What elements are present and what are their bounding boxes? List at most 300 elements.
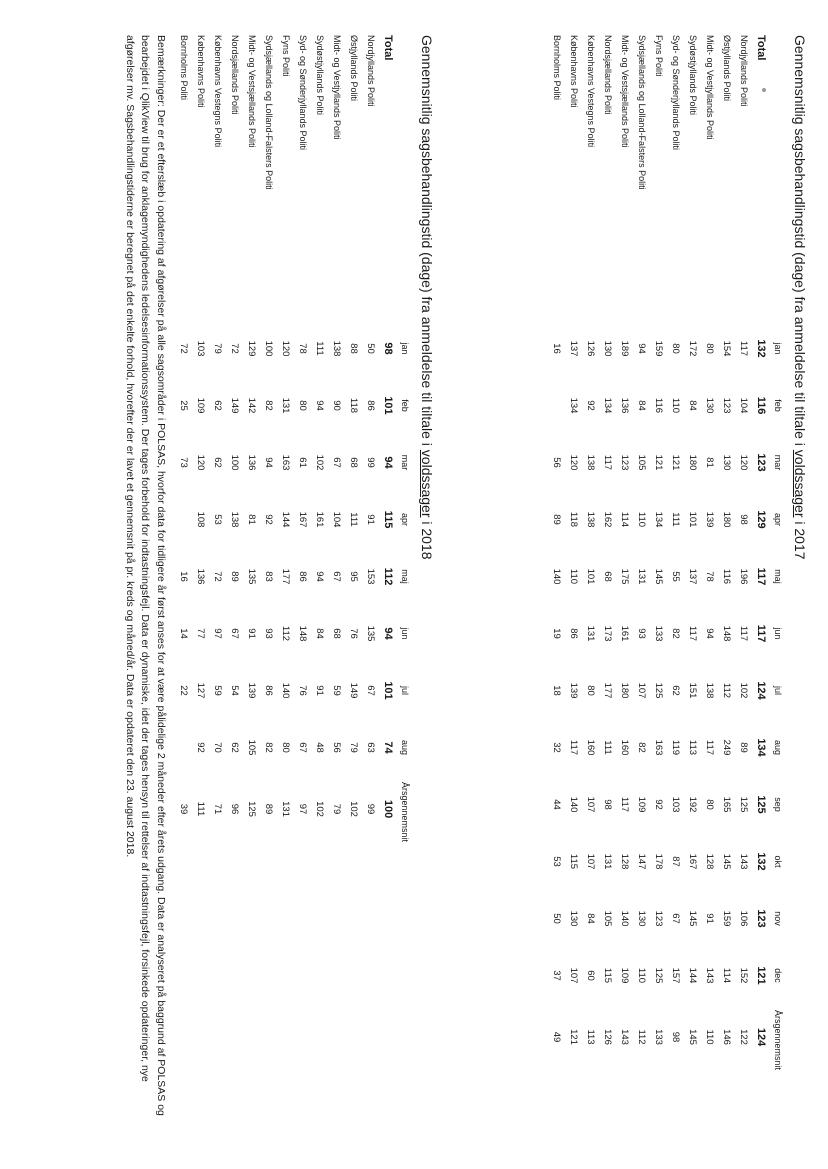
month-value: 115: [382, 510, 394, 529]
year-average-value: 102: [314, 801, 325, 817]
month-value: [175, 491, 192, 548]
month-value: 76: [348, 628, 359, 639]
month-value: 80: [280, 742, 291, 753]
month-value: 145: [721, 853, 732, 870]
month-value: 143: [704, 967, 715, 984]
month-value: 151: [687, 682, 698, 699]
month-header-dec: dec: [773, 968, 783, 983]
month-value: 77: [195, 628, 206, 639]
month-value: 130: [636, 910, 647, 927]
month-value: 82: [636, 742, 647, 753]
month-value: 63: [365, 742, 376, 753]
month-value: 116: [755, 396, 767, 415]
month-value: 119: [670, 739, 681, 756]
month-value: 101: [585, 568, 596, 585]
month-value: 152: [738, 967, 749, 984]
year-average-value: 125: [246, 801, 257, 817]
month-value: 159: [653, 340, 664, 357]
month-value: 94: [382, 456, 394, 469]
month-value: 117: [755, 624, 767, 643]
month-value: 94: [314, 400, 325, 411]
month-value: 140: [619, 910, 630, 927]
table-row: [209, 35, 226, 842]
month-value: 117: [619, 796, 630, 813]
year-average-value: 98: [670, 1031, 681, 1043]
year-average-value: 146: [721, 1029, 732, 1045]
month-value: 59: [331, 685, 342, 696]
month-value: 125: [653, 967, 664, 984]
month-value: 130: [721, 454, 732, 471]
month-value: 142: [246, 397, 257, 414]
month-value: 92: [653, 799, 664, 810]
month-value: 93: [636, 628, 647, 639]
month-value: 117: [704, 739, 715, 756]
month-value: 79: [212, 343, 223, 354]
month-header-apr: apr: [400, 512, 410, 526]
month-value: 157: [670, 967, 681, 984]
month-header-sep: sep: [773, 797, 783, 812]
month-value: 16: [178, 571, 189, 582]
district-name: Nordjyllands Politi: [366, 35, 376, 107]
table-row: [718, 35, 735, 1070]
year-average-value: 122: [738, 1029, 749, 1045]
month-value: 120: [195, 454, 206, 471]
month-value: 111: [314, 341, 325, 356]
month-header-maj: maj: [400, 569, 410, 584]
month-header-okt: okt: [773, 855, 783, 868]
month-value: 103: [670, 796, 681, 813]
month-value: 131: [636, 568, 647, 585]
month-value: 89: [551, 514, 562, 525]
year-average-value: 131: [280, 801, 291, 817]
month-value: 107: [585, 796, 596, 813]
month-value: 117: [738, 340, 749, 357]
month-value: 37: [551, 970, 562, 981]
year-average-value: 79: [331, 803, 342, 815]
district-name: Total: [755, 35, 767, 61]
month-value: 165: [721, 796, 732, 813]
month-value: 100: [229, 454, 240, 471]
month-value: 68: [602, 571, 613, 582]
month-value: 129: [246, 340, 257, 357]
month-header-jun: jun: [773, 627, 783, 640]
month-value: 124: [755, 681, 767, 700]
month-value: 82: [263, 742, 274, 753]
month-value: 67: [331, 457, 342, 468]
month-value: 111: [348, 512, 359, 527]
month-value: 107: [636, 682, 647, 699]
month-value: 110: [636, 967, 647, 984]
month-value: 78: [297, 343, 308, 354]
month-value: 118: [348, 397, 359, 414]
table-row: [362, 35, 379, 842]
month-value: 56: [551, 457, 562, 468]
district-name: Midt- og Vestjyllands Politi: [705, 35, 715, 140]
year-average-value: 100: [382, 799, 394, 819]
month-value: 121: [653, 454, 664, 471]
table-2017-title: [792, 35, 808, 1135]
year-average-value: 121: [568, 1029, 579, 1045]
month-value: 116: [653, 397, 664, 414]
month-value: 177: [280, 568, 291, 585]
month-header-aug: aug: [400, 739, 410, 756]
district-name: Sydsjællands og Lolland-Falsters Politi: [264, 35, 274, 190]
month-value: 180: [619, 682, 630, 699]
year-average-value: 113: [585, 1029, 596, 1045]
month-value: 118: [568, 511, 579, 528]
month-value: 61: [297, 457, 308, 468]
month-value: 78: [704, 571, 715, 582]
month-value: 76: [297, 685, 308, 696]
month-value: 92: [585, 400, 596, 411]
month-value: 44: [551, 799, 562, 810]
month-value: 109: [195, 397, 206, 414]
month-value: 110: [636, 511, 647, 528]
district-name: Syd- og Sønderjyllands Politi: [298, 35, 308, 151]
month-value: 145: [653, 568, 664, 585]
title-2018-prefix: Gennemsnitlig sagsbehandlingstid (dage) fra anmeldelse til tiltale i: [419, 35, 435, 450]
district-name: Bornholms Politi: [179, 35, 189, 101]
month-value: 149: [229, 397, 240, 414]
month-value: 19: [551, 628, 562, 639]
table-row: [328, 35, 345, 842]
month-value: 161: [314, 511, 325, 528]
month-value: 132: [755, 339, 767, 358]
district-name: Midt- og Vestsjællands Politi: [247, 35, 257, 148]
table-row: [735, 35, 752, 1070]
month-value: 192: [687, 796, 698, 813]
month-value: 131: [602, 853, 613, 870]
month-value: 117: [602, 454, 613, 471]
month-value: 98: [602, 799, 613, 810]
year-average-value: 145: [687, 1029, 698, 1045]
month-value: 139: [246, 682, 257, 699]
month-value: 103: [195, 340, 206, 357]
table-2018: [175, 35, 413, 842]
month-value: 137: [568, 340, 579, 357]
district-name: Bornholms Politi: [552, 35, 562, 101]
month-value: 95: [348, 571, 359, 582]
district-name: Sydsjællands og Lolland-Falsters Politi: [637, 35, 647, 190]
district-name: Fyns Politi: [281, 35, 291, 77]
table-row: [684, 35, 701, 1070]
month-value: 135: [246, 568, 257, 585]
month-value: 101: [687, 511, 698, 528]
month-value: 125: [738, 796, 749, 813]
month-value: 180: [687, 454, 698, 471]
month-value: 138: [585, 511, 596, 528]
month-value: 80: [670, 343, 681, 354]
year-average-value: 89: [263, 803, 274, 815]
month-value: 178: [653, 853, 664, 870]
month-value: 138: [229, 511, 240, 528]
month-value: 80: [297, 400, 308, 411]
month-value: 112: [382, 567, 394, 586]
month-value: 120: [280, 340, 291, 357]
month-header-feb: feb: [400, 399, 410, 412]
month-value: 125: [755, 795, 767, 814]
month-value: 128: [619, 853, 630, 870]
month-value: 153: [365, 568, 376, 585]
table-row: [616, 35, 633, 1070]
month-value: 84: [585, 913, 596, 924]
month-value: 50: [365, 343, 376, 354]
month-value: 62: [229, 742, 240, 753]
title-2018-suffix: i 2018: [419, 517, 435, 560]
month-value: 117: [738, 625, 749, 642]
table-2017-header: [769, 35, 786, 1070]
district-name: Østjyllands Politi: [722, 35, 732, 102]
month-value: 144: [280, 511, 291, 528]
month-value: 79: [348, 742, 359, 753]
month-value: 136: [619, 397, 630, 414]
month-value: 62: [670, 685, 681, 696]
district-name: Københavns Politi: [569, 35, 579, 108]
month-value: 109: [636, 796, 647, 813]
month-value: 82: [263, 400, 274, 411]
year-average-value: 112: [636, 1029, 647, 1045]
table-row: [311, 35, 328, 842]
month-value: 134: [653, 511, 664, 528]
month-value: 140: [568, 796, 579, 813]
month-value: 120: [738, 454, 749, 471]
month-header-apr: apr: [773, 512, 783, 526]
month-header-mar: mar: [773, 454, 783, 471]
month-value: 139: [704, 511, 715, 528]
year-average-value: 110: [704, 1029, 715, 1045]
month-value: 117: [568, 739, 579, 756]
month-value: 81: [246, 514, 257, 525]
month-value: 123: [755, 453, 767, 472]
month-value: 86: [263, 685, 274, 696]
month-value: 134: [755, 738, 767, 757]
month-value: 72: [178, 343, 189, 354]
title-2017-suffix: i 2017: [792, 517, 808, 560]
year-average-header: Årsgennemsnit: [773, 1010, 783, 1071]
month-value: 84: [636, 400, 647, 411]
month-value: 137: [687, 568, 698, 585]
table-row: [650, 35, 667, 1070]
month-header-jan: jan: [773, 342, 783, 355]
month-value: 114: [619, 511, 630, 528]
month-value: 102: [314, 454, 325, 471]
month-value: 88: [348, 343, 359, 354]
month-value: 160: [585, 739, 596, 756]
month-value: 109: [619, 967, 630, 984]
month-value: 67: [365, 685, 376, 696]
month-value: 86: [568, 628, 579, 639]
table-row: [701, 35, 718, 1070]
month-value: 67: [297, 742, 308, 753]
month-value: 32: [551, 742, 562, 753]
month-value: 140: [551, 568, 562, 585]
month-value: 105: [246, 739, 257, 756]
month-value: 114: [721, 967, 732, 984]
month-header-jan: jan: [400, 342, 410, 355]
month-value: 117: [687, 625, 698, 642]
month-value: 53: [551, 856, 562, 867]
month-value: 80: [585, 685, 596, 696]
month-value: 62: [212, 457, 223, 468]
month-value: 136: [195, 568, 206, 585]
month-value: 123: [755, 909, 767, 928]
month-value: 110: [568, 568, 579, 585]
month-value: 196: [738, 568, 749, 585]
year-average-value: 97: [297, 803, 308, 815]
month-value: 111: [602, 740, 613, 755]
month-value: 167: [297, 511, 308, 528]
table-row: [226, 35, 243, 842]
month-value: 163: [280, 454, 291, 471]
month-value: 131: [585, 625, 596, 642]
year-average-value: 99: [365, 803, 376, 815]
month-header-jul: jul: [400, 685, 410, 695]
month-value: 80: [704, 799, 715, 810]
month-value: 98: [738, 514, 749, 525]
table-row: [175, 35, 192, 842]
district-name: Nordsjællands Politi: [230, 35, 240, 115]
month-header-nov: nov: [773, 911, 783, 926]
table-row: [345, 35, 362, 842]
district-name: Total: [382, 35, 394, 61]
month-value: 163: [653, 739, 664, 756]
month-value: 115: [568, 853, 579, 870]
month-value: 131: [280, 397, 291, 414]
month-value: 112: [721, 682, 732, 699]
month-value: 111: [670, 512, 681, 527]
month-value: 133: [653, 625, 664, 642]
month-value: 123: [619, 454, 630, 471]
month-value: 90: [331, 400, 342, 411]
month-value: 140: [280, 682, 291, 699]
month-value: 162: [602, 511, 613, 528]
table-row: [243, 35, 260, 842]
table-row: [582, 35, 599, 1070]
month-value: 91: [314, 685, 325, 696]
month-value: 97: [212, 628, 223, 639]
table-row: [277, 35, 294, 842]
month-value: 126: [585, 340, 596, 357]
district-name: Sydøstjyllands Politi: [688, 35, 698, 116]
month-value: 148: [297, 625, 308, 642]
district-name: Syd- og Sønderjyllands Politi: [671, 35, 681, 151]
month-value: 86: [297, 571, 308, 582]
year-average-value: 126: [602, 1029, 613, 1045]
year-average-value: 124: [755, 1027, 767, 1047]
year-average-value: 102: [348, 801, 359, 817]
table-row: [192, 35, 209, 842]
month-value: 104: [331, 511, 342, 528]
month-value: 22: [178, 685, 189, 696]
year-average-value: 39: [178, 803, 189, 815]
month-value: 125: [653, 682, 664, 699]
table-row: [548, 35, 565, 1070]
month-value: 175: [619, 568, 630, 585]
month-value: 68: [348, 457, 359, 468]
month-value: 62: [212, 400, 223, 411]
month-value: 127: [195, 682, 206, 699]
month-value: 48: [314, 742, 325, 753]
month-value: 100: [263, 340, 274, 357]
month-value: 145: [687, 910, 698, 927]
month-header-feb: feb: [773, 399, 783, 412]
month-value: 83: [263, 571, 274, 582]
total-row: [752, 35, 769, 1070]
month-value: 177: [602, 682, 613, 699]
month-value: 106: [738, 910, 749, 927]
district-name: Københavns Vestegns Politi: [213, 35, 223, 148]
month-value: 149: [348, 682, 359, 699]
month-value: 148: [721, 625, 732, 642]
remarks-text: Bemærkninger: Der er et efterslæb i opdatering af afgørelser på alle sagsområder i POLSAS, hvorfor data for tidligere år først anses for at være pålidelige 2 måneder efter årets udgang. Data er analyseret på baggrund af POLSAS og bearbejdet i QlikView til brug for anklagemyndighedens ledelsesinformationssystem. Der tages forbehold for indtastningsfejl. Data er dynamiske, idet der tages hensyn til rettelser af indtastningsfejl, forsinkede opdateringer, nye afgørelser mv. Sagsbehandlingstiderne er beregnet på det enkelte forhold, hvorefter der er lavet et gennemsnit på pr. kreds og måned/år. Data er opdateret den 23. august 2018.: [124, 35, 167, 1116]
month-header-maj: maj: [773, 569, 783, 584]
month-value: 135: [365, 625, 376, 642]
month-value: 105: [636, 454, 647, 471]
month-value: 108: [195, 511, 206, 528]
month-value: 147: [636, 853, 647, 870]
month-value: 94: [636, 343, 647, 354]
table-2018-title: [419, 35, 435, 1135]
month-value: 120: [568, 454, 579, 471]
month-value: 159: [721, 910, 732, 927]
month-value: 99: [365, 457, 376, 468]
title-2017-prefix: Gennemsnitlig sagsbehandlingstid (dage) fra anmeldelse til tiltale i: [792, 35, 808, 450]
month-value: [175, 719, 192, 776]
month-value: 82: [670, 628, 681, 639]
month-value: 102: [738, 682, 749, 699]
month-value: 104: [738, 397, 749, 414]
year-average-value: 96: [229, 803, 240, 815]
month-value: 18: [551, 685, 562, 696]
month-value: 105: [602, 910, 613, 927]
table-row: [633, 35, 650, 1070]
month-value: 80: [704, 343, 715, 354]
month-value: 87: [670, 856, 681, 867]
month-value: 113: [687, 739, 698, 756]
month-value: 134: [568, 397, 579, 414]
table-2017: [548, 35, 786, 1070]
month-value: 67: [670, 913, 681, 924]
month-value: 89: [229, 571, 240, 582]
month-value: 91: [365, 514, 376, 525]
month-value: 123: [653, 910, 664, 927]
year-average-header: Årsgennemsnit: [400, 782, 410, 843]
month-value: 139: [568, 682, 579, 699]
month-header-mar: mar: [400, 454, 410, 471]
district-name: Fyns Politi: [654, 35, 664, 77]
month-value: 138: [331, 340, 342, 357]
month-value: 167: [687, 853, 698, 870]
month-value: 94: [314, 571, 325, 582]
year-average-value: 71: [212, 803, 223, 815]
month-value: 94: [263, 457, 274, 468]
month-value: 121: [755, 966, 767, 985]
month-value: 101: [382, 681, 394, 700]
month-value: 249: [721, 739, 732, 756]
month-value: 98: [382, 342, 394, 355]
title-2018-underlined: voldssager: [419, 449, 435, 518]
year-average-value: 111: [195, 801, 206, 817]
table-row: [294, 35, 311, 842]
month-value: 81: [704, 457, 715, 468]
month-value: 92: [263, 514, 274, 525]
month-value: 154: [721, 340, 732, 357]
month-value: 121: [670, 454, 681, 471]
month-value: 53: [212, 514, 223, 525]
month-value: 59: [212, 685, 223, 696]
month-value: 70: [212, 742, 223, 753]
month-header-jul: jul: [773, 685, 783, 695]
